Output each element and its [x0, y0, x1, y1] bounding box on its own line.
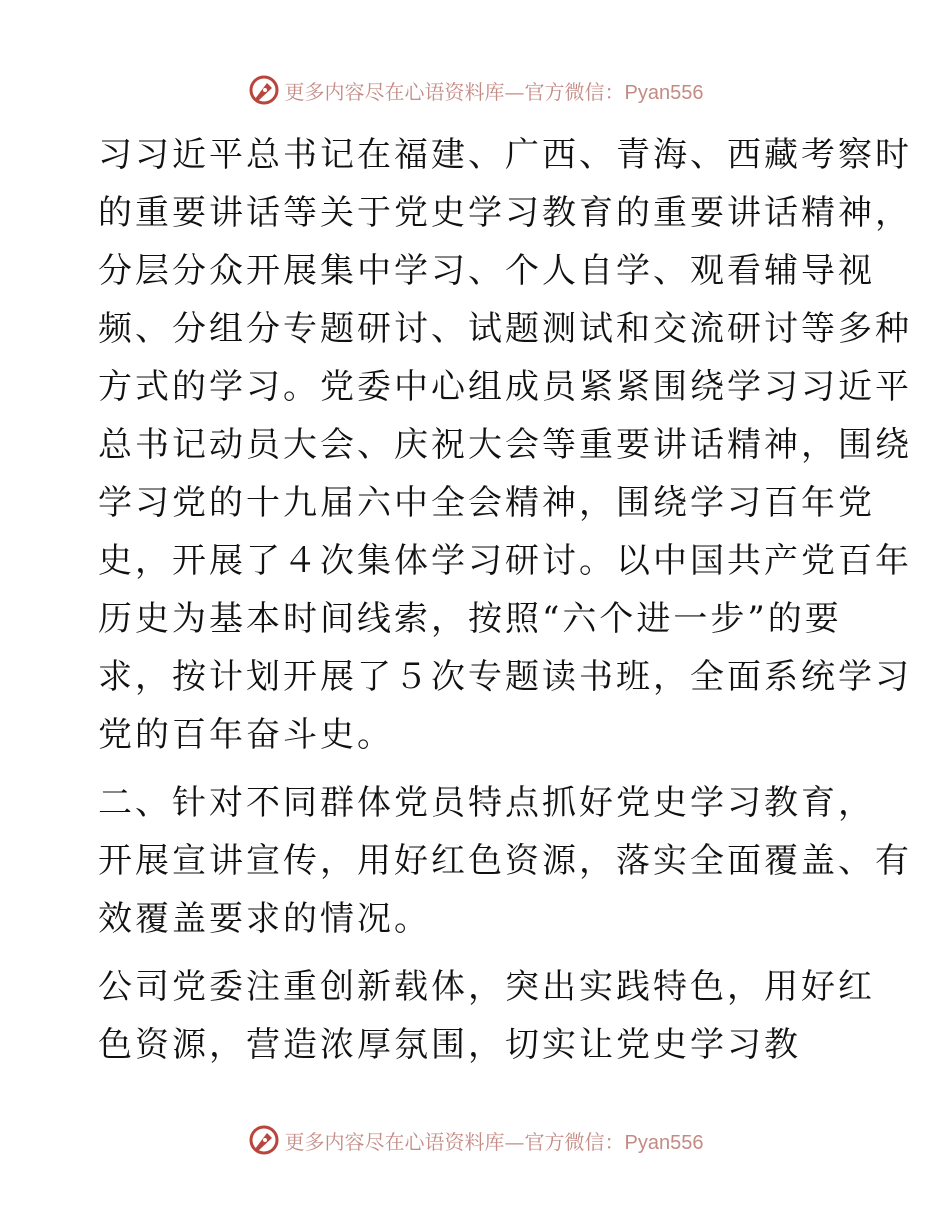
document-body	[98, 126, 912, 1074]
header-watermark	[0, 70, 950, 110]
footer-watermark	[0, 1120, 950, 1160]
watermark-site-name: 更多内容尽在心语资料库	[284, 79, 505, 104]
watermark-site-name: 更多内容尽在心语资料库	[284, 1129, 505, 1154]
watermark-suffix: 官方微信：	[524, 79, 625, 104]
text-line: 史，开展了４次集体学习研讨。以中国共产党百年	[98, 541, 912, 581]
text-line: 频、分组分专题研讨、试题测试和交流研讨等多种	[98, 309, 912, 349]
paragraph-2-heading	[98, 774, 912, 948]
watermark-text	[285, 1126, 704, 1155]
text-line: 总书记动员大会、庆祝大会等重要讲话精神，围绕	[98, 425, 912, 465]
watermark-dash: —	[504, 1129, 525, 1154]
text-line: 习习近平总书记在福建、广西、青海、西藏考察时	[98, 135, 912, 175]
text-line: 求，按计划开展了５次专题读书班，全面系统学习	[98, 657, 912, 697]
text-line: 分层分众开展集中学习、个人自学、观看辅导视	[98, 251, 875, 291]
pen-nib-circle-icon	[247, 1123, 281, 1157]
text-line: 公司党委注重创新载体，突出实践特色，用好红	[98, 967, 875, 1007]
text-line: 党的百年奋斗史。	[98, 715, 394, 755]
watermark-dash: —	[504, 79, 525, 104]
text-line: 历史为基本时间线索，按照“六个进一步”的要	[98, 599, 842, 639]
text-line: 的重要讲话等关于党史学习教育的重要讲话精神，	[98, 193, 912, 233]
text-line: 开展宣讲宣传，用好红色资源，落实全面覆盖、有	[98, 841, 912, 881]
paragraph-1	[98, 126, 912, 764]
watermark-wechat-id: Pyan556	[624, 81, 704, 104]
paragraph-3	[98, 958, 875, 1074]
text-line: 效覆盖要求的情况。	[98, 899, 431, 939]
watermark-wechat-id: Pyan556	[624, 1131, 704, 1154]
watermark-suffix: 官方微信：	[524, 1129, 625, 1154]
text-line: 色资源，营造浓厚氛围，切实让党史学习教	[98, 1025, 801, 1065]
text-line: 方式的学习。党委中心组成员紧紧围绕学习习近平	[98, 367, 912, 407]
watermark-text	[285, 76, 704, 105]
text-line: 二、针对不同群体党员特点抓好党史学习教育，	[98, 783, 875, 823]
text-line: 学习党的十九届六中全会精神，围绕学习百年党	[98, 483, 875, 523]
pen-nib-circle-icon	[247, 73, 281, 107]
